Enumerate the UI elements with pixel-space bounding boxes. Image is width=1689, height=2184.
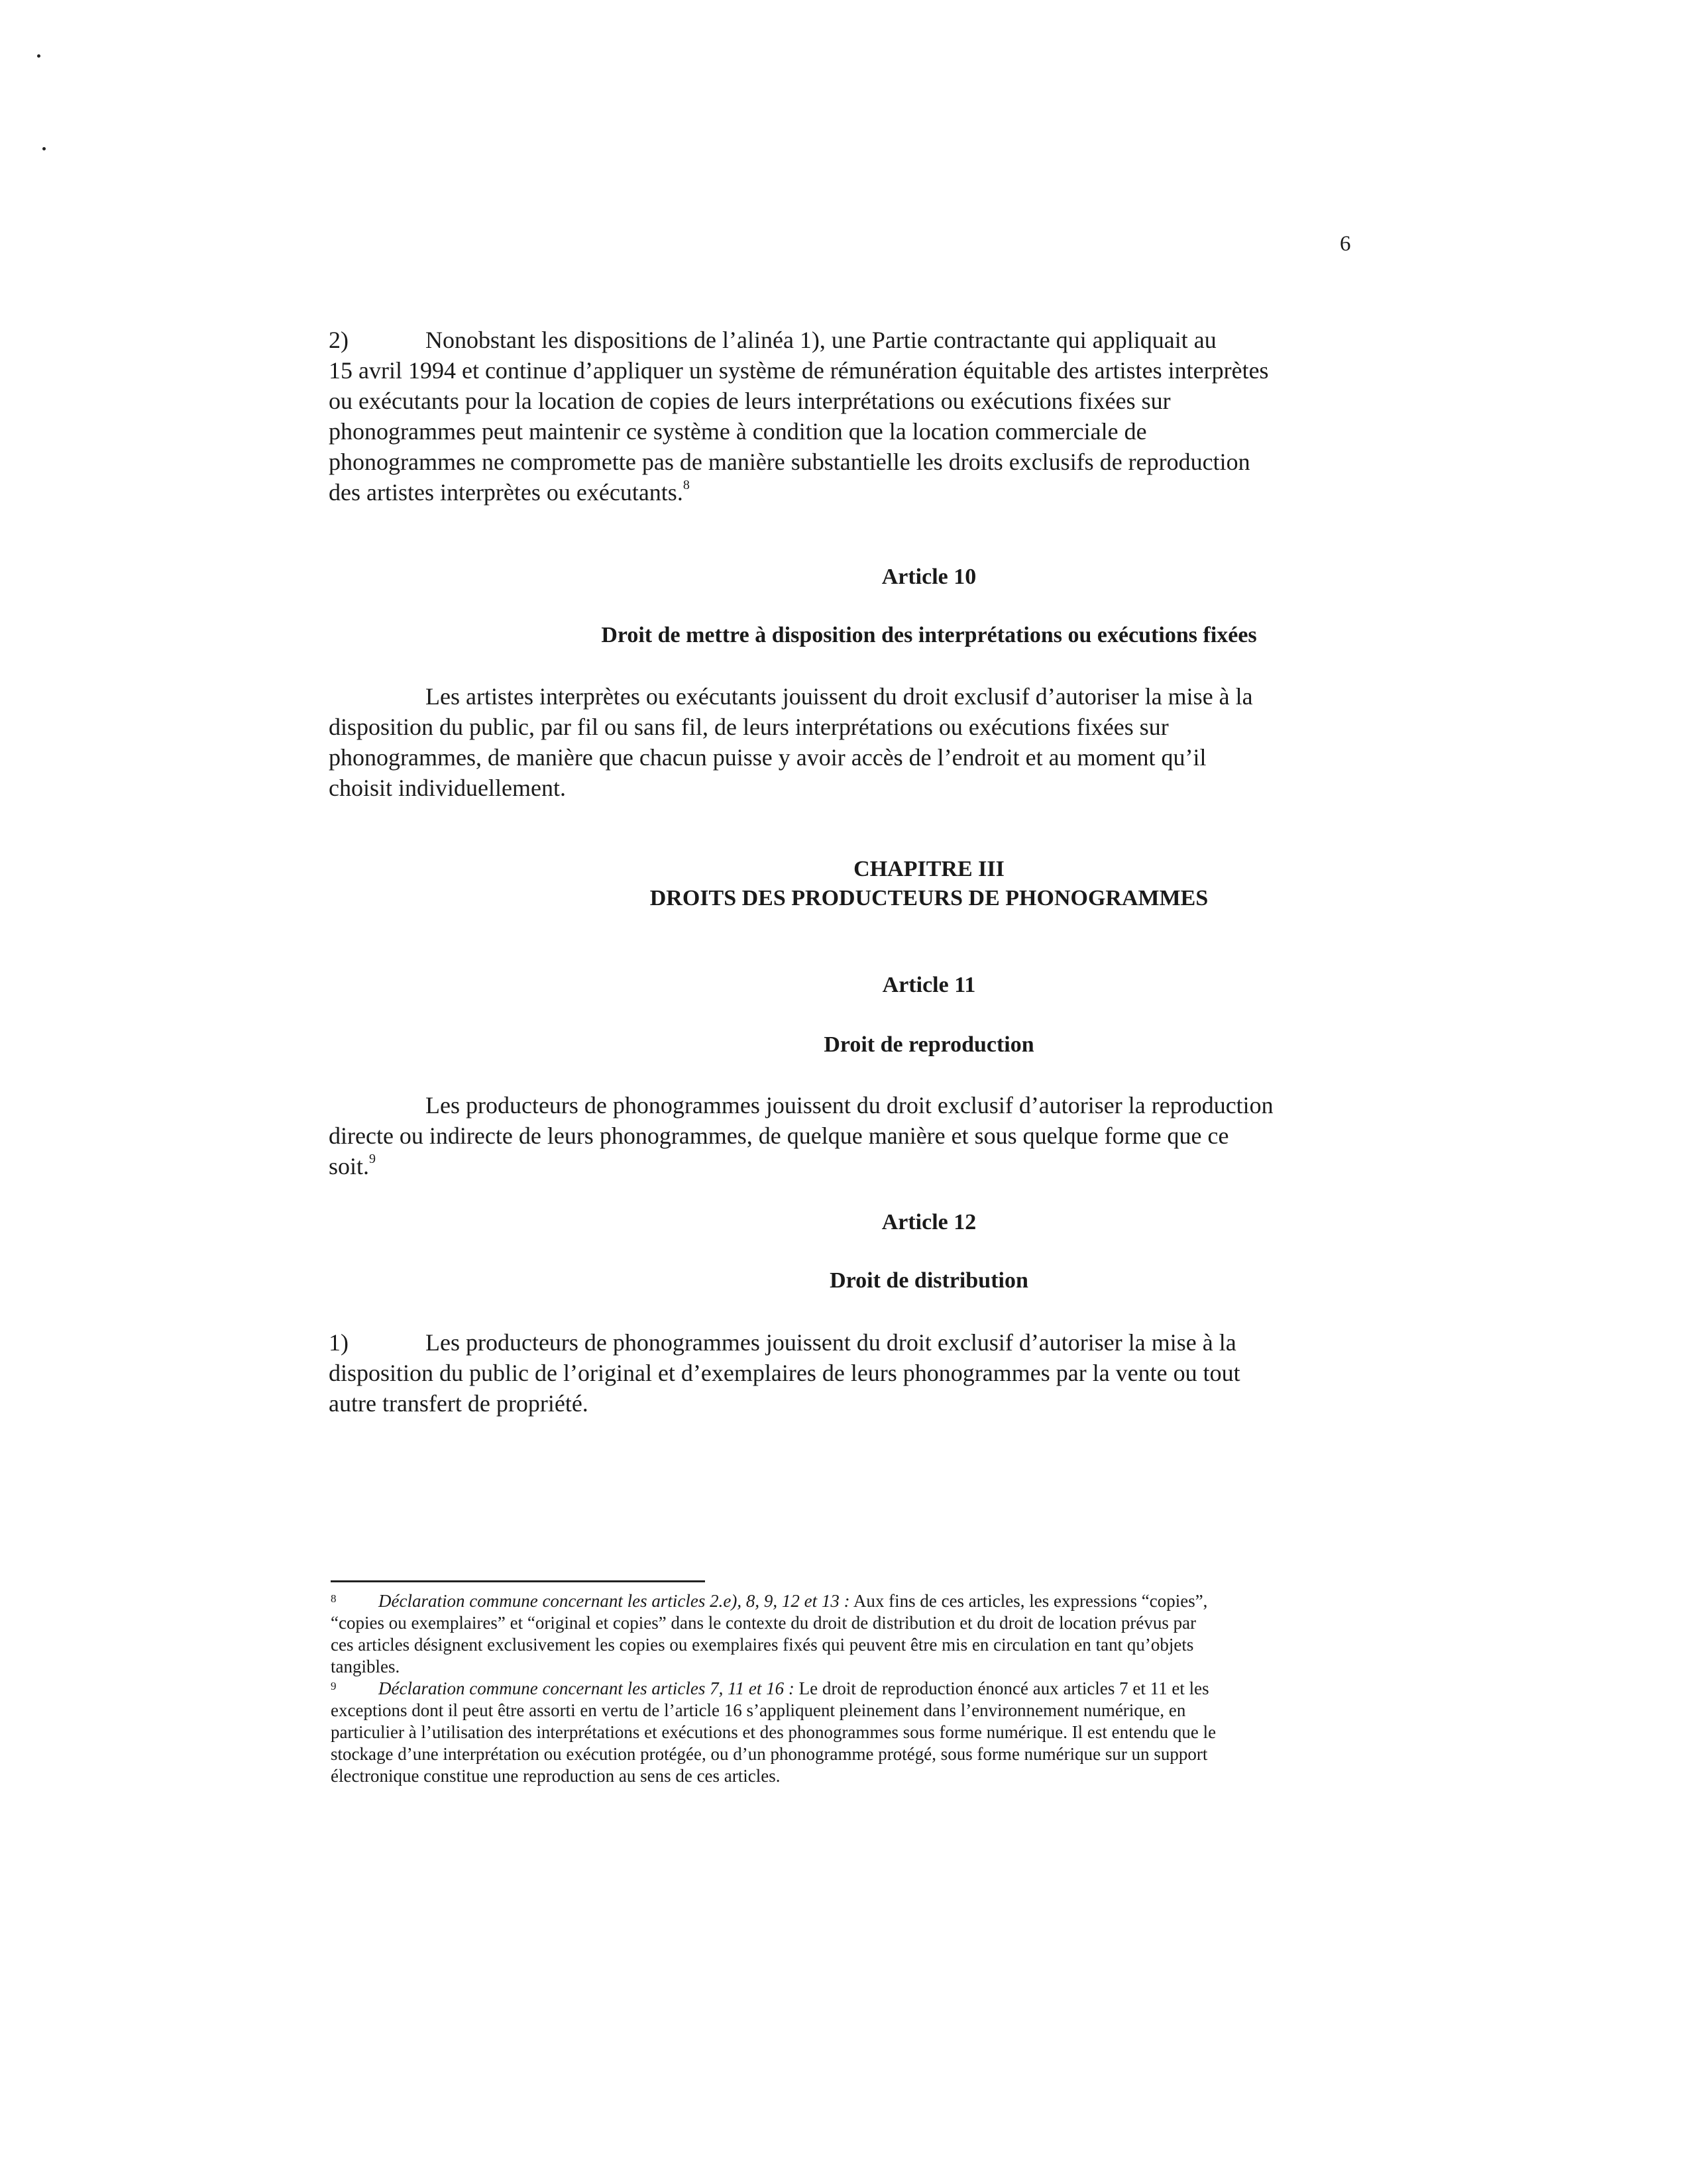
footnote-title: Déclaration commune concernant les articles 2.e), 8, 9, 12 et 13 : (378, 1591, 850, 1611)
chapter-label: CHAPITRE III (853, 857, 1005, 881)
footnote-line: tangibles. (331, 1657, 400, 1676)
paragraph-article11 (329, 1090, 1362, 1181)
text-line: choisit individuellement. (329, 775, 566, 801)
footnote-text: Aux fins de ces articles, les expressions “copies”, (849, 1591, 1208, 1611)
footnotes (331, 1590, 1364, 1787)
article-title: Droit de mettre à disposition des interprétations ou exécutions fixées (601, 623, 1257, 647)
footnote-reference[interactable]: 9 (369, 1152, 376, 1166)
paragraph-article10 (329, 681, 1362, 803)
text-line: disposition du public de l’original et d’exemplaires de leurs phonogrammes par la vente ou tout (329, 1360, 1240, 1386)
footnote-9 (331, 1678, 1364, 1787)
footnote-line: particulier à l’utilisation des interprétations et exécutions et des phonogrammes sous forme numérique. Il est entendu que le (331, 1722, 1217, 1742)
paragraph-number: 1) (329, 1329, 349, 1356)
footnote-line: stockage d’une interprétation ou exécution protégée, ou d’un phonogramme protégé, sous forme numérique sur un support (331, 1744, 1208, 1764)
text-line: Les artistes interprètes ou exécutants jouissent du droit exclusif d’autoriser la mise à la (425, 683, 1253, 710)
page-number: 6 (1340, 232, 1351, 256)
text-line: des artistes interprètes ou exécutants. (329, 479, 683, 506)
footnote-line: “copies ou exemplaires” et “original et copies” dans le contexte du droit de distribution et du droit de location prévus par (331, 1613, 1197, 1633)
footnote-reference[interactable]: 8 (682, 478, 690, 492)
text-line: Les producteurs de phonogrammes jouissent du droit exclusif d’autoriser la mise à la (425, 1329, 1236, 1356)
scan-speck (37, 54, 40, 58)
text-line: directe ou indirecte de leurs phonogrammes, de quelque manière et sous quelque forme que ce (329, 1122, 1229, 1149)
text-line: soit. (329, 1153, 370, 1179)
text-line: 15 avril 1994 et continue d’appliquer un système de rémunération équitable des artistes interprètes (329, 357, 1269, 384)
footnote-line: exceptions dont il peut être assorti en vertu de l’article 16 s’appliquent pleinement dans l’environnement numérique, en (331, 1700, 1186, 1720)
text-line: autre transfert de propriété. (329, 1390, 588, 1417)
text-line: Les producteurs de phonogrammes jouissent du droit exclusif d’autoriser la reproduction (425, 1092, 1274, 1119)
footnote-separator (331, 1580, 705, 1582)
footnote-line: ces articles désignent exclusivement les copies ou exemplaires fixés qui peuvent être mis en circulation en tant qu’objets (331, 1635, 1194, 1655)
article-title: Droit de reproduction (824, 1032, 1034, 1057)
text-line: phonogrammes, de manière que chacun puisse y avoir accès de l’endroit et au moment qu’il (329, 744, 1207, 771)
article-heading: Article 10 (881, 565, 977, 589)
footnote-line: électronique constitue une reproduction au sens de ces articles. (331, 1766, 781, 1786)
text-line: phonogrammes ne compromette pas de manière substantielle les droits exclusifs de reproduction (329, 449, 1250, 475)
text-line: disposition du public, par fil ou sans fil, de leurs interprétations ou exécutions fixées sur (329, 714, 1169, 740)
chapter-title: DROITS DES PRODUCTEURS DE PHONOGRAMMES (649, 886, 1209, 910)
footnote-8 (331, 1590, 1364, 1678)
scan-speck (42, 147, 46, 150)
article-title: Droit de distribution (830, 1268, 1028, 1293)
article-heading: Article 12 (881, 1210, 977, 1234)
footnote-mark: 8 (331, 1592, 337, 1605)
text-line: phonogrammes peut maintenir ce système à condition que la location commerciale de (329, 418, 1147, 445)
paragraph-number: 2) (329, 327, 349, 353)
footnote-mark: 9 (331, 1680, 337, 1692)
text-line: Nonobstant les dispositions de l’alinéa 1), une Partie contractante qui appliquait au (425, 327, 1217, 353)
chapter-heading (0, 855, 1689, 913)
paragraph-article12-1 (329, 1327, 1362, 1419)
article-heading: Article 11 (882, 973, 976, 997)
text-line: ou exécutants pour la location de copies de leurs interprétations ou exécutions fixées sur (329, 388, 1171, 414)
footnote-title: Déclaration commune concernant les articles 7, 11 et 16 : (378, 1678, 794, 1698)
paragraph-article9-2 (329, 325, 1362, 508)
footnote-text: Le droit de reproduction énoncé aux articles 7 et 11 et les (794, 1678, 1209, 1698)
